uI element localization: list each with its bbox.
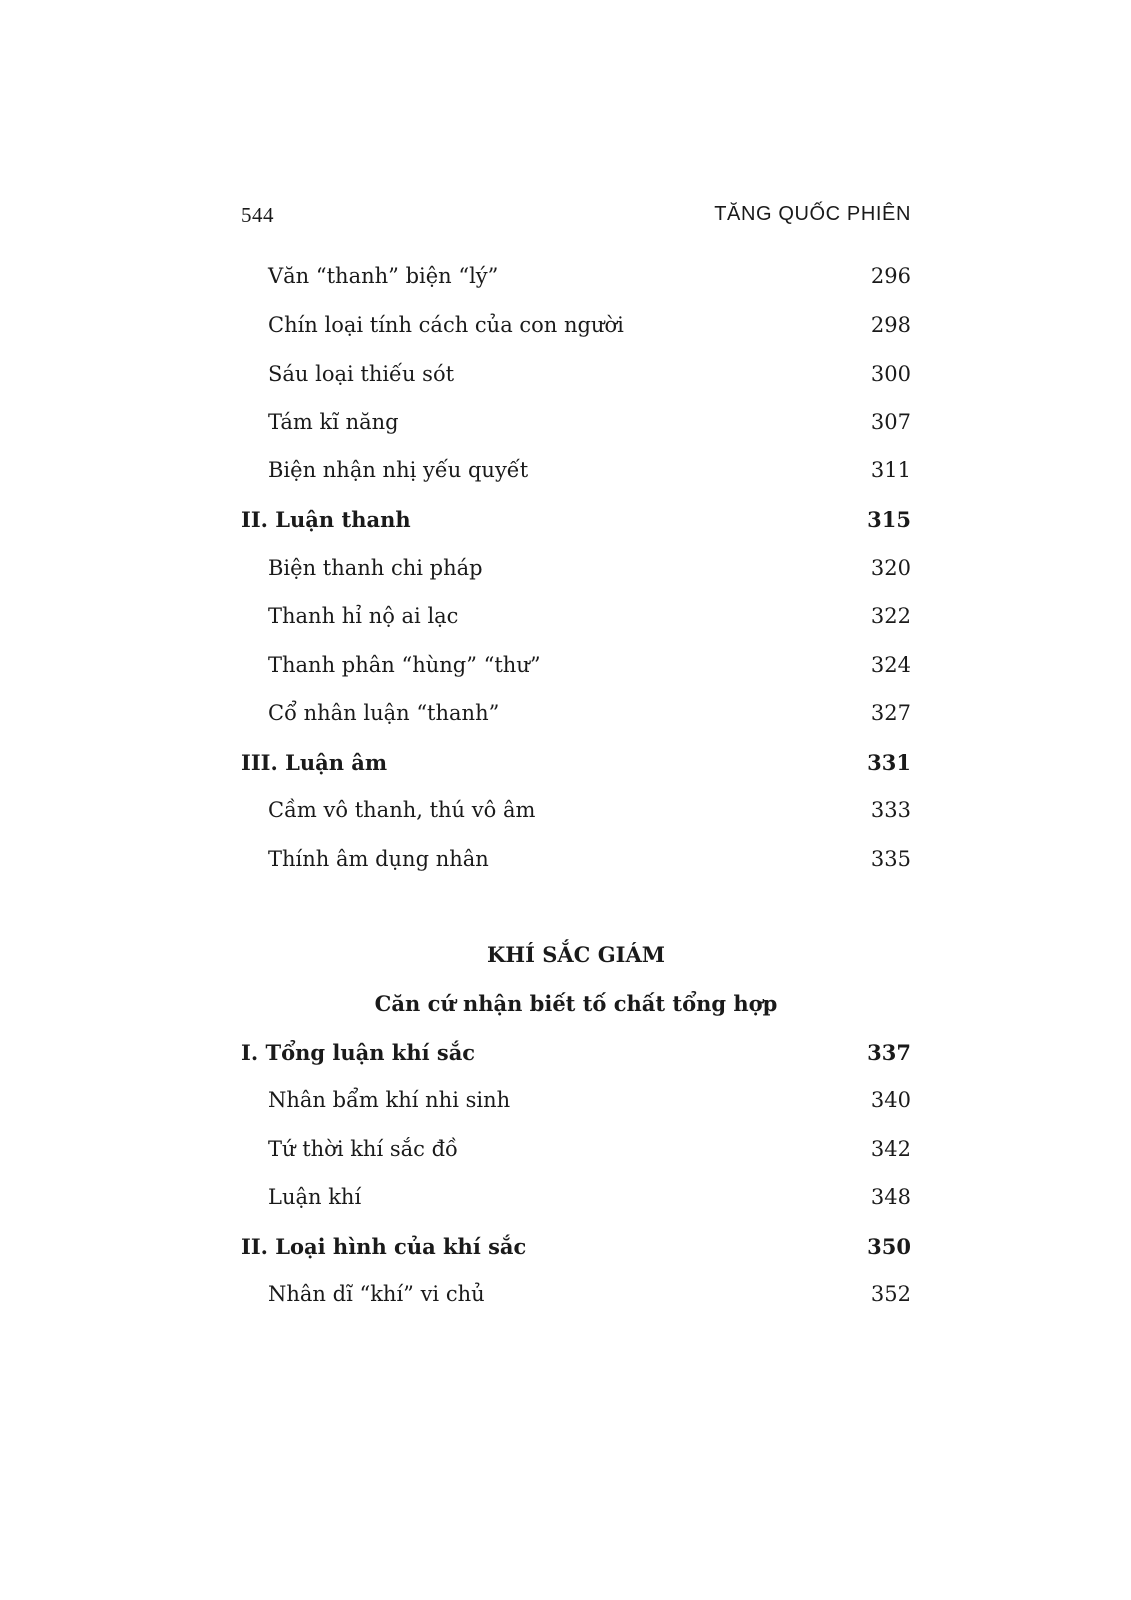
toc-entry-title: Thanh phân “hùng” “thư” <box>268 653 541 677</box>
toc-entry <box>241 313 911 343</box>
toc-section-title: II. Luận thanh <box>241 507 411 532</box>
toc-entry <box>241 1282 911 1312</box>
toc-entry-page: 352 <box>870 1282 911 1306</box>
toc-entry-title: Tám kĩ năng <box>268 410 399 434</box>
toc-entry <box>241 1185 911 1215</box>
toc-entry <box>241 362 911 392</box>
toc-entry <box>241 410 911 440</box>
running-head-author: TĂNG QUỐC PHIÊN <box>714 203 911 225</box>
toc-entry <box>241 264 911 294</box>
toc-entry-page: 340 <box>870 1088 911 1112</box>
toc-section-title: II. Loại hình của khí sắc <box>241 1234 527 1259</box>
toc-entry-title: Thính âm dụng nhân <box>268 847 489 871</box>
toc-entry-page: 300 <box>870 362 911 386</box>
toc-section-heading <box>241 1040 911 1070</box>
toc-entry-title: Sáu loại thiếu sót <box>268 362 455 386</box>
toc-entry-page: 335 <box>870 847 911 871</box>
toc-section-page: 337 <box>867 1040 911 1065</box>
toc-entry-page: 324 <box>870 653 911 677</box>
toc-entry <box>241 458 911 488</box>
toc-section-heading <box>241 1234 911 1264</box>
toc-section-page: 350 <box>867 1234 911 1259</box>
toc-section-page: 315 <box>867 507 911 532</box>
toc-section-heading <box>241 507 911 537</box>
toc-section-heading <box>241 750 911 780</box>
toc-entry-page: 333 <box>870 798 911 822</box>
toc-entry <box>241 653 911 683</box>
toc-entry-title: Biện nhận nhị yếu quyết <box>268 458 529 482</box>
toc-entry-title: Văn “thanh” biện “lý” <box>268 264 499 288</box>
toc-entry-title: Chín loại tính cách của con người <box>268 313 624 337</box>
toc-entry-title: Thanh hỉ nộ ai lạc <box>268 604 459 628</box>
toc-entry <box>241 701 911 731</box>
toc-entry-page: 322 <box>870 604 911 628</box>
toc-entry-page: 298 <box>870 313 911 337</box>
toc-entry-title: Nhân bẩm khí nhi sinh <box>268 1088 511 1112</box>
part-title: KHÍ SẮC GIÁM <box>486 942 665 967</box>
toc-entry-title: Nhân dĩ “khí” vi chủ <box>268 1282 485 1306</box>
toc-entry <box>241 847 911 877</box>
toc-entry-page: 342 <box>870 1137 911 1161</box>
toc-entry <box>241 556 911 586</box>
toc-entry-title: Tứ thời khí sắc đồ <box>268 1137 458 1161</box>
toc-section-title: I. Tổng luận khí sắc <box>241 1040 476 1065</box>
page-number: 544 <box>241 203 274 227</box>
toc-entry-page: 320 <box>870 556 911 580</box>
toc-entry-title: Cầm vô thanh, thú vô âm <box>268 798 536 822</box>
toc-section-page: 331 <box>867 750 911 775</box>
toc-entry-page: 311 <box>870 458 911 482</box>
toc-entry-title: Luận khí <box>268 1185 362 1209</box>
toc-entry <box>241 1137 911 1167</box>
toc-entry <box>241 798 911 828</box>
toc-entry <box>241 604 911 634</box>
toc-entry-title: Biện thanh chi pháp <box>268 556 483 580</box>
toc-entry-page: 327 <box>870 701 911 725</box>
toc-entry <box>241 1088 911 1118</box>
toc-entry-page: 296 <box>870 264 911 288</box>
part-subtitle: Căn cứ nhận biết tố chất tổng hợp <box>374 991 778 1016</box>
toc-entry-page: 307 <box>870 410 911 434</box>
toc-section-title: III. Luận âm <box>241 750 388 775</box>
toc-entry-page: 348 <box>870 1185 911 1209</box>
toc-entry-title: Cổ nhân luận “thanh” <box>268 701 500 725</box>
running-header <box>241 203 911 233</box>
